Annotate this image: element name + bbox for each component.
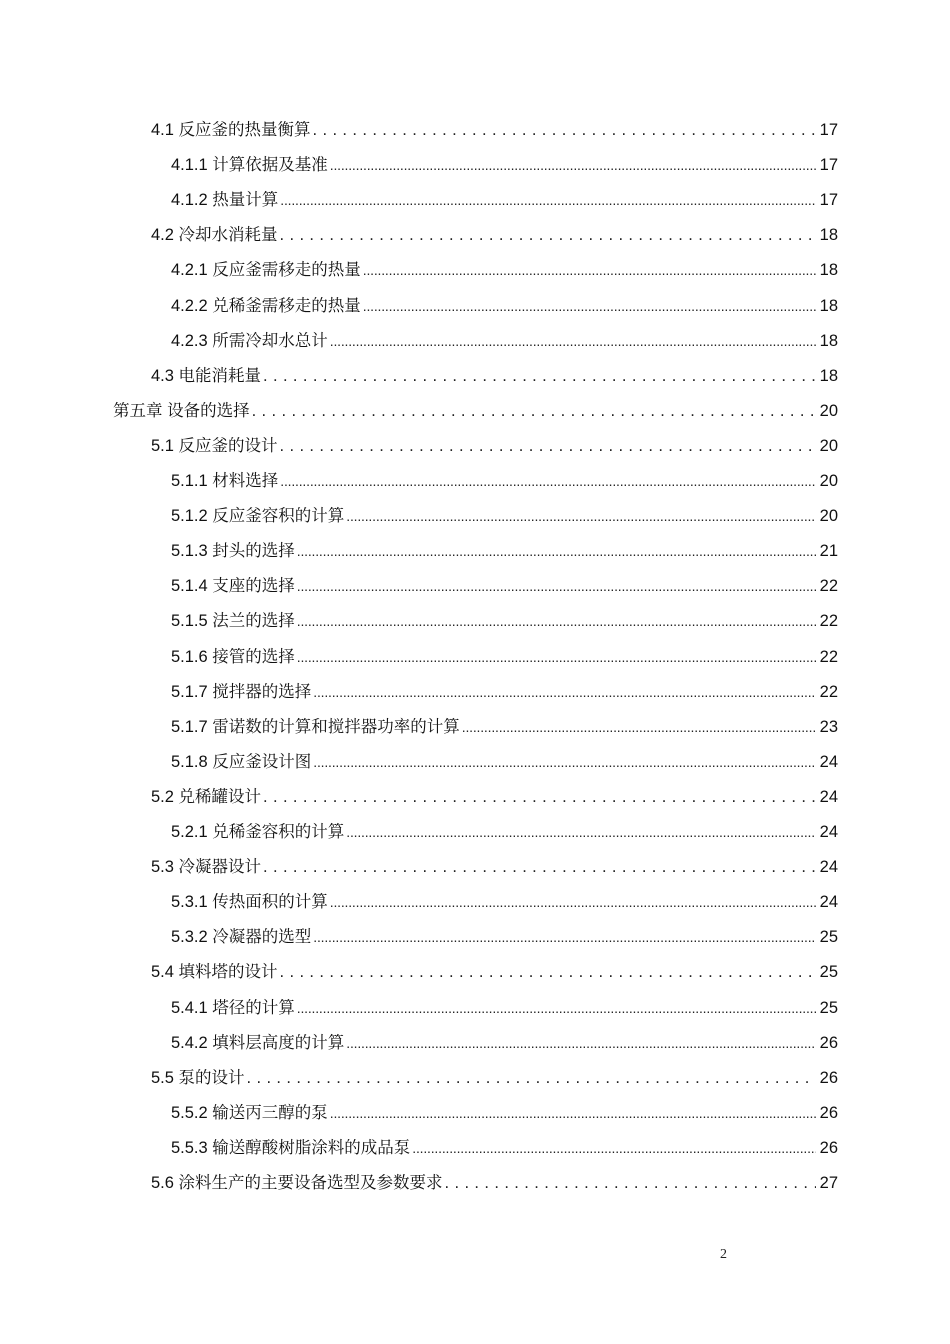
toc-entry-page: 22 <box>819 682 838 701</box>
toc-entry-label: 5.1.1 材料选择 <box>171 472 279 490</box>
toc-entry-page: 26 <box>819 1138 838 1157</box>
toc-entry-label: 5.2.1 兑稀釜容积的计算 <box>171 823 345 841</box>
toc-entry[interactable] <box>171 926 838 948</box>
toc-leader-dots <box>445 1172 816 1194</box>
toc-entry[interactable] <box>171 751 838 773</box>
toc-entry-page: 24 <box>819 823 838 841</box>
toc-entry-page: 17 <box>819 191 838 210</box>
toc-entry-page: 18 <box>819 366 838 385</box>
toc-leader-dots <box>297 646 816 668</box>
toc-leader-dots <box>363 259 816 281</box>
toc-leader-dots <box>252 400 816 422</box>
toc-row <box>0 1166 950 1200</box>
toc-entry-label: 5.1.2 反应釜容积的计算 <box>171 507 345 526</box>
toc-row <box>0 885 950 919</box>
toc-leader-dots <box>346 1032 815 1054</box>
toc-row <box>0 148 950 182</box>
toc-entry[interactable] <box>151 856 838 878</box>
toc-entry-label: 5.1 反应釜的设计 <box>151 436 278 455</box>
toc-row <box>0 218 950 252</box>
toc-row <box>0 920 950 954</box>
toc-row <box>0 780 950 814</box>
toc-entry-label: 4.1 反应釜的热量衡算 <box>151 121 311 139</box>
toc-entry-label: 5.5.3 输送醇酸树脂涂料的成品泵 <box>171 1138 411 1157</box>
toc-entry-page: 26 <box>819 1033 838 1052</box>
toc-entry[interactable] <box>151 786 838 808</box>
toc-entry-label: 4.3 电能消耗量 <box>151 366 262 385</box>
toc-entry[interactable] <box>151 365 838 387</box>
toc-row <box>0 289 950 323</box>
toc-entry[interactable] <box>171 330 838 352</box>
toc-row <box>0 499 950 533</box>
toc-entry[interactable] <box>171 575 838 597</box>
toc-entry[interactable] <box>171 540 838 562</box>
toc-leader-dots <box>412 1137 815 1159</box>
toc-entry[interactable] <box>151 1172 838 1194</box>
toc-row <box>0 1061 950 1095</box>
toc-entry[interactable] <box>171 1032 838 1054</box>
toc-entry[interactable] <box>171 470 838 492</box>
toc-entry-page: 25 <box>819 928 838 947</box>
toc-entry-label: 5.4 填料塔的设计 <box>151 963 278 982</box>
toc-entry[interactable] <box>171 1137 838 1159</box>
toc-entry-page: 20 <box>819 472 838 490</box>
toc-row <box>0 464 950 498</box>
toc-entry-page: 26 <box>819 1068 838 1087</box>
toc-leader-dots <box>280 224 816 246</box>
toc-entry-label: 4.1.1 计算依据及基准 <box>171 156 328 175</box>
toc-row <box>0 640 950 674</box>
toc-leader-dots <box>313 751 815 773</box>
toc-entry[interactable] <box>151 224 838 246</box>
toc-leader-dots <box>297 610 816 632</box>
toc-entry-label: 4.2.1 反应釜需移走的热量 <box>171 261 361 280</box>
toc-entry-page: 25 <box>819 998 838 1017</box>
toc-entry[interactable] <box>151 119 838 141</box>
toc-leader-dots <box>280 189 815 211</box>
toc-entry-label: 5.3.1 传热面积的计算 <box>171 893 328 912</box>
toc-entry-label: 5.2 兑稀罐设计 <box>151 787 262 806</box>
toc-leader-dots <box>297 540 816 562</box>
toc-leader-dots <box>313 926 815 948</box>
toc-entry[interactable] <box>171 610 838 632</box>
toc-entry-page: 21 <box>819 542 838 561</box>
toc-leader-dots <box>313 119 816 141</box>
toc-row <box>0 113 950 147</box>
toc-entry[interactable] <box>171 189 838 211</box>
toc-leader-dots <box>280 961 816 983</box>
toc-entry-page: 20 <box>819 436 838 455</box>
toc-entry-page: 22 <box>819 647 838 666</box>
toc-entry-label: 5.6 涂料生产的主要设备选型及参数要求 <box>151 1174 443 1192</box>
toc-row <box>0 675 950 709</box>
toc-row <box>0 850 950 884</box>
toc-row <box>0 394 950 428</box>
toc-entry[interactable] <box>113 400 838 422</box>
toc-entry-label: 5.5 泵的设计 <box>151 1068 245 1087</box>
toc-entry[interactable] <box>171 1102 838 1124</box>
toc-entry[interactable] <box>171 154 838 176</box>
toc-entry-label: 5.1.3 封头的选择 <box>171 542 295 561</box>
toc-leader-dots <box>330 891 816 913</box>
toc-entry[interactable] <box>171 681 838 703</box>
toc-leader-dots <box>280 435 816 457</box>
toc-row <box>0 1131 950 1165</box>
toc-row <box>0 1026 950 1060</box>
toc-leader-dots <box>297 575 816 597</box>
toc-leader-dots <box>263 856 816 878</box>
toc-row <box>0 815 950 849</box>
toc-entry[interactable] <box>151 435 838 457</box>
toc-row <box>0 253 950 287</box>
toc-leader-dots <box>330 330 816 352</box>
toc-entry-label: 5.1.4 支座的选择 <box>171 577 295 596</box>
toc-entry-page: 27 <box>819 1174 838 1192</box>
toc-row <box>0 569 950 603</box>
toc-entry-page: 17 <box>819 156 838 175</box>
toc-entry-page: 22 <box>819 612 838 631</box>
toc-entry-label: 5.1.8 反应釜设计图 <box>171 752 312 771</box>
toc-entry[interactable] <box>171 259 838 281</box>
toc-entry[interactable] <box>171 891 838 913</box>
toc-entry-page: 24 <box>819 787 838 806</box>
toc-entry-label: 5.1.6 接管的选择 <box>171 647 295 666</box>
toc-entry-label: 5.3 冷凝器设计 <box>151 858 262 877</box>
toc-row <box>0 534 950 568</box>
toc-row <box>0 745 950 779</box>
toc-entry-page: 23 <box>819 717 838 736</box>
toc-entry-page: 17 <box>819 121 838 139</box>
page-number: 2 <box>720 1247 727 1262</box>
toc-entry-page: 22 <box>819 577 838 596</box>
toc-entry-page: 24 <box>819 858 838 877</box>
toc-leader-dots <box>330 1102 816 1124</box>
toc-leader-dots <box>363 295 816 317</box>
toc-entry-page: 25 <box>819 963 838 982</box>
toc-row <box>0 324 950 358</box>
toc-entry-page: 24 <box>819 752 838 771</box>
toc-entry-page: 18 <box>819 261 838 280</box>
toc-leader-dots <box>263 786 816 808</box>
toc-row <box>0 955 950 989</box>
toc-entry[interactable] <box>171 716 838 738</box>
toc-entry-label: 4.2 冷却水消耗量 <box>151 226 278 245</box>
toc-leader-dots <box>263 365 816 387</box>
toc-entry-label: 5.1.7 搅拌器的选择 <box>171 682 312 701</box>
toc-entry[interactable] <box>171 295 838 317</box>
toc-entry[interactable] <box>171 646 838 668</box>
toc-row <box>0 991 950 1025</box>
toc-leader-dots <box>330 154 816 176</box>
toc-entry-label: 5.3.2 冷凝器的选型 <box>171 928 312 947</box>
toc-leader-dots <box>280 470 815 492</box>
toc-row <box>0 710 950 744</box>
toc-entry-page: 18 <box>819 296 838 315</box>
toc-entry-label: 5.1.7 雷诺数的计算和搅拌器功率的计算 <box>171 717 460 736</box>
toc-row <box>0 359 950 393</box>
toc-leader-dots <box>346 505 815 527</box>
toc-entry-page: 20 <box>819 401 838 420</box>
toc-entry-page: 20 <box>819 507 838 526</box>
toc-entry-page: 26 <box>819 1103 838 1122</box>
toc-leader-dots <box>313 681 815 703</box>
toc-entry-page: 18 <box>819 226 838 245</box>
toc-leader-dots <box>462 716 816 738</box>
toc-entry-label: 4.2.2 兑稀釜需移走的热量 <box>171 296 361 315</box>
toc-entry-label: 4.2.3 所需冷却水总计 <box>171 331 328 350</box>
toc-row <box>0 429 950 463</box>
toc-entry[interactable] <box>171 821 838 843</box>
toc-row <box>0 1096 950 1130</box>
toc-entry-label: 5.5.2 输送丙三醇的泵 <box>171 1103 328 1122</box>
toc-entry-label: 5.1.5 法兰的选择 <box>171 612 295 631</box>
toc-leader-dots <box>247 1067 816 1089</box>
toc-leader-dots <box>297 997 816 1019</box>
toc-entry-label: 第五章 设备的选择 <box>113 401 250 420</box>
toc-entry[interactable] <box>171 505 838 527</box>
toc-leader-dots <box>346 821 815 843</box>
toc-entry[interactable] <box>171 997 838 1019</box>
toc-entry-page: 18 <box>819 331 838 350</box>
toc-entry-page: 24 <box>819 893 838 912</box>
toc-entry-label: 5.4.1 塔径的计算 <box>171 998 295 1017</box>
toc-entry[interactable] <box>151 1067 838 1089</box>
toc-entry-label: 4.1.2 热量计算 <box>171 191 279 210</box>
toc-entry-label: 5.4.2 填料层高度的计算 <box>171 1033 345 1052</box>
toc-row <box>0 604 950 638</box>
toc-entry[interactable] <box>151 961 838 983</box>
toc-row <box>0 183 950 217</box>
